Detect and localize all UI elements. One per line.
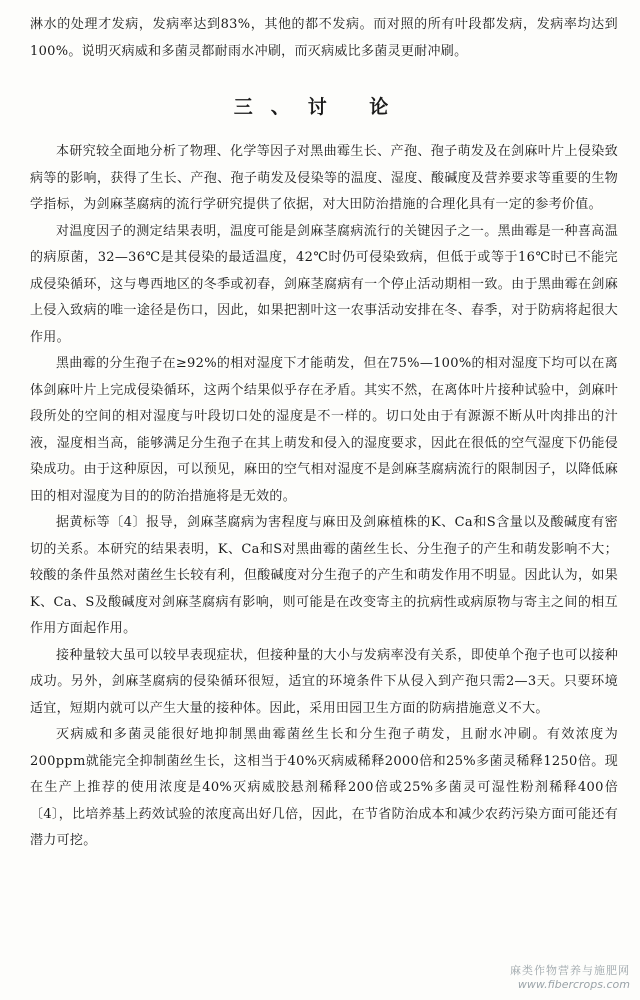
intro-paragraph: 淋水的处理才发病，发病率达到83%，其他的都不发病。而对照的所有叶段都发病，发病率均达到100%。说明灭病威和多菌灵都耐雨水冲刷，而灭病威比多菌灵更耐冲刷。 (30, 17, 618, 59)
paragraph-nutrients-ph: 据黄标等〔4〕报导，剑麻茎腐病为害程度与麻田及剑麻植株的K、Ca和S含量以及酸碱度有密切的关系。本研究的结果表明，K、Ca和S对黑曲霉的菌丝生长、分生孢子的产生和萌发影响不大；较酸的条件虽然对菌丝生长较有利，但酸碱度对分生孢子的产生和萌发作用不明显。因此认为，如果K、Ca、S及酸碱度对剑麻茎腐病有影响，则可能是在改变寄主的抗病性或病原物与寄主之间的相互作用方面起作用。 (30, 515, 618, 636)
discussion-body (30, 139, 618, 855)
paragraph-inoculum: 接种量较大虽可以较早表现症状，但接种量的大小与发病率没有关系，即使单个孢子也可以接种成功。另外，剑麻茎腐病的侵染循环很短，适宜的环境条件下从侵入到产孢只需2—3天。只要环境适宜，短期内就可以产生大量的接种体。因此，采用田园卫生方面的防病措施意义不大。 (30, 647, 618, 716)
watermark-text: 麻类作物营养与施肥网 (510, 964, 630, 977)
paragraph-temperature: 对温度因子的测定结果表明，温度可能是剑麻茎腐病流行的关键因子之一。黑曲霉是一种喜高温的病原菌，32—36℃是其侵染的最适温度，42℃时仍可侵染致病，但低于或等于16℃时已不能完成侵染循环，这与粤西地区的冬季或初春，剑麻茎腐病有一个停止活动期相一致。由于黑曲霉在剑麻上侵入致病的唯一途径是伤口，因此，如果把割叶这一农事活动安排在冬、春季，对于防病将起很大作用。 (30, 223, 618, 345)
site-watermark (510, 964, 630, 992)
paragraph-overview: 本研究较全面地分析了物理、化学等因子对黑曲霉生长、产孢、孢子萌发及在剑麻叶片上侵染致病等的影响，获得了生长、产孢、孢子萌发及侵染等的温度、湿度、酸碱度及营养要求等重要的生物学指标，为剑麻茎腐病的流行学研究提供了依据，对大田防治措施的合理化具有一定的参考价值。 (30, 144, 618, 212)
paragraph-fungicides: 灭病威和多菌灵能很好地抑制黑曲霉菌丝生长和分生孢子萌发，且耐水冲刷。有效浓度为200ppm就能完全抑制菌丝生长，这相当于40%灭病威稀释2000倍和25%多菌灵稀释1250倍。现在生产上推荐的使用浓度是40%灭病威胶悬剂稀释200倍或25%多菌灵可湿性粉剂稀释400倍〔4〕，比培养基上药效试验的浓度高出好几倍，因此，在节省防治成本和减少农药污染方面可能还有潜力可挖。 (30, 727, 618, 848)
paragraph-humidity: 黑曲霉的分生孢子在≥92%的相对湿度下才能萌发，但在75%—100%的相对湿度下均可以在离体剑麻叶片上完成侵染循环，这两个结果似乎存在矛盾。其实不然，在离体叶片接种试验中，剑麻叶段所处的空间的相对湿度与叶段切口处的湿度是不一样的。切口处由于有源源不断从叶肉排出的汁液，湿度相当高，能够满足分生孢子在其上萌发和侵入的湿度要求，因此在很低的空气湿度下仍能侵染成功。由于这种原因，可以预见，麻田的空气相对湿度不是剑麻茎腐病流行的限制因子，以降低麻田的相对湿度为目的的防治措施将是无效的。 (30, 356, 618, 504)
section-title: 三、讨 论 (233, 96, 407, 118)
watermark-url: www.fibercrops.com (517, 978, 630, 991)
